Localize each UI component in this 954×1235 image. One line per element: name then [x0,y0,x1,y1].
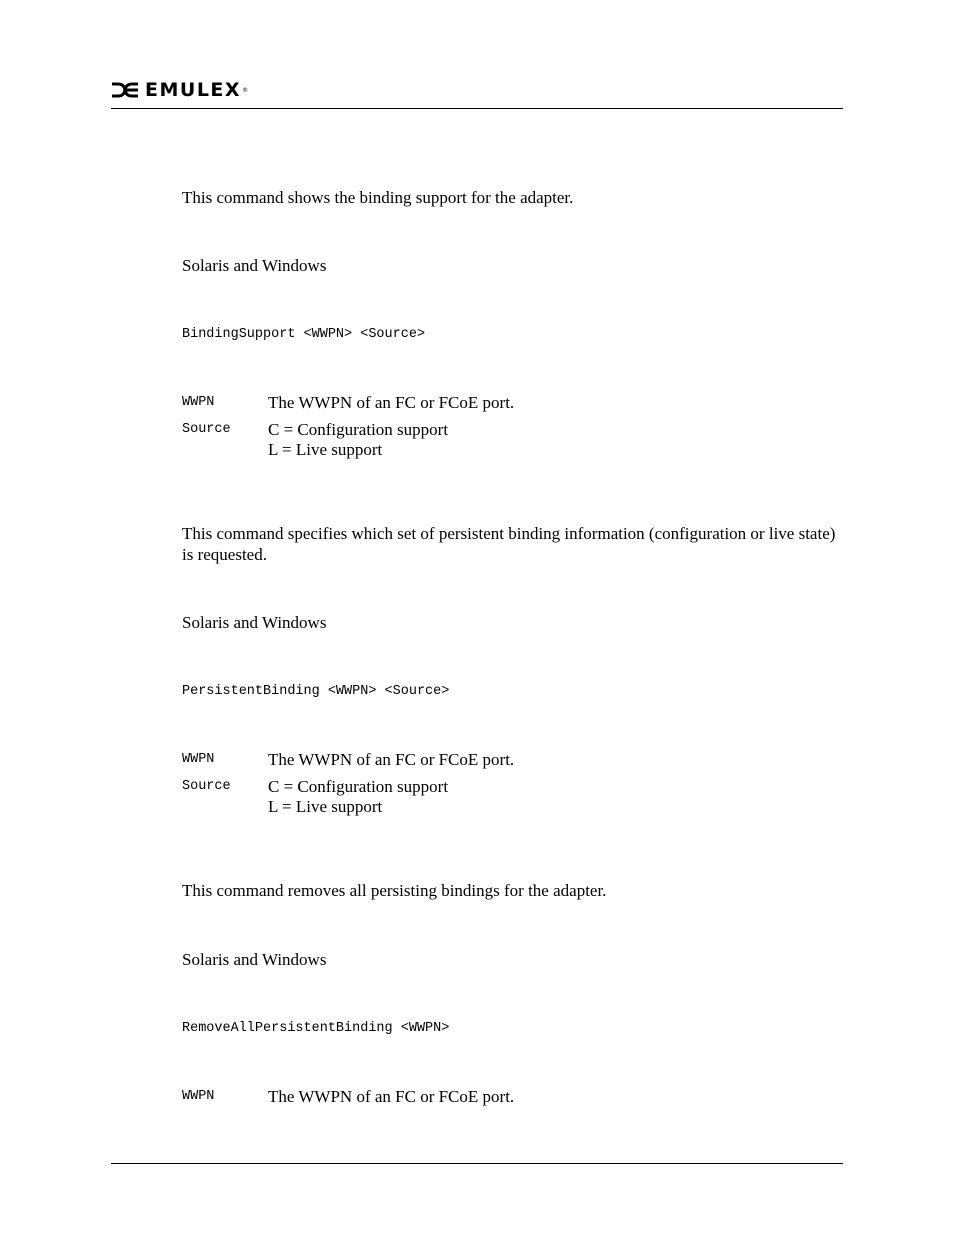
section-2-param-wwpn-desc: The WWPN of an FC or FCoE port. [268,750,515,769]
section-1-supported-os: Solaris and Windows [182,256,327,275]
section-3-param-wwpn-name: WWPN [182,1089,215,1104]
emulex-logo [111,80,248,100]
brand-name: EMULEX [145,79,242,101]
trademark-symbol: ® [242,86,249,94]
footer-rule [111,1163,843,1164]
section-3-param-wwpn-desc: The WWPN of an FC or FCoE port. [268,1087,515,1106]
section-2-description: This command specifies which set of persistent binding information (configuration or live state) is requested. [182,524,836,564]
section-2-supported-os: Solaris and Windows [182,613,327,632]
section-1-param-wwpn-desc: The WWPN of an FC or FCoE port. [268,393,515,412]
section-1-description: This command shows the binding support for the adapter. [182,188,574,207]
section-3-supported-os: Solaris and Windows [182,950,327,969]
section-3-description: This command removes all persisting bindings for the adapter. [182,881,607,900]
section-2-param-wwpn-name: WWPN [182,752,215,767]
section-1-param-wwpn-name: WWPN [182,395,215,410]
emulex-x-mark-icon [111,82,139,98]
section-2-param-source-name: Source [182,779,231,794]
section-1-param-source-desc-l: L = Live support [268,440,383,459]
section-2-syntax: PersistentBinding <WWPN> <Source> [182,684,450,699]
section-1-param-source-desc-c: C = Configuration support [268,420,449,439]
header-rule [111,108,843,109]
section-1-param-source-name: Source [182,422,231,437]
section-2-param-source-desc-l: L = Live support [268,797,383,816]
section-1-syntax: BindingSupport <WWPN> <Source> [182,327,426,342]
section-3-syntax: RemoveAllPersistentBinding <WWPN> [182,1021,450,1036]
section-2-param-source-desc-c: C = Configuration support [268,777,449,796]
